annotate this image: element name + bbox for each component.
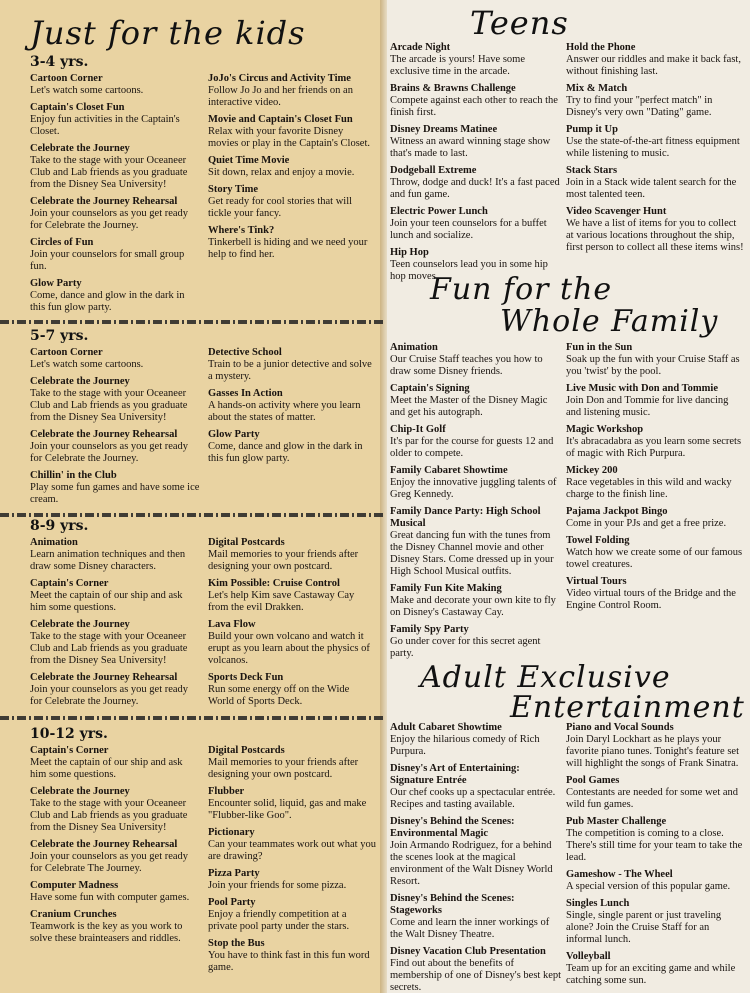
activity-title: Family Spy Party bbox=[390, 624, 469, 635]
activity-description: Run some energy off on the Wide World of Sports Deck. bbox=[208, 684, 350, 707]
activity-title: Mix & Match bbox=[566, 83, 628, 94]
activity-title: Quiet Time Movie bbox=[208, 155, 290, 166]
activity-description: Learn animation techniques and then draw some Disney characters. bbox=[30, 549, 186, 572]
family-col2 bbox=[566, 342, 744, 617]
activity-description: Let's help Kim save Castaway Cay from the evil Drakken. bbox=[208, 590, 355, 613]
activity-description: It's abracadabra as you learn some secrets of magic with Rich Purpura. bbox=[566, 436, 742, 459]
activity-title: Family Fun Kite Making bbox=[390, 583, 502, 594]
activity-title: Disney's Art of Entertaining: Signature Entrée bbox=[390, 763, 520, 786]
list-item bbox=[390, 946, 562, 994]
activity-description: Follow Jo Jo and her friends on an interactive video. bbox=[208, 85, 353, 108]
activity-title: Dodgeball Extreme bbox=[390, 165, 477, 176]
list-item bbox=[208, 578, 376, 614]
activity-title: Detective School bbox=[208, 347, 282, 358]
activity-title: Stop the Bus bbox=[208, 938, 265, 949]
activity-description: Our Cruise Staff teaches you how to draw some Disney friends. bbox=[390, 354, 543, 377]
list-item bbox=[208, 897, 376, 933]
activity-description: Let's watch some cartoons. bbox=[30, 359, 144, 370]
list-item bbox=[390, 506, 562, 578]
family-title-line1: Fun for the bbox=[430, 272, 613, 307]
list-item bbox=[30, 786, 200, 834]
list-item bbox=[566, 506, 744, 530]
list-item bbox=[208, 73, 376, 109]
activity-description: Have some fun with computer games. bbox=[30, 892, 190, 903]
activity-description: Tinkerbell is hiding and we need your help to find her. bbox=[208, 237, 368, 260]
kids-title: Just for the kids bbox=[30, 14, 306, 52]
activity-description: Join your counselors as you get ready for Celebrate the Journey. bbox=[30, 208, 189, 231]
adult-title-line2: Entertainment bbox=[510, 690, 745, 725]
activity-description: Go under cover for this secret agent party. bbox=[390, 636, 541, 659]
list-item bbox=[566, 465, 744, 501]
activity-title: Virtual Tours bbox=[566, 576, 627, 587]
activity-title: Digital Postcards bbox=[208, 537, 285, 548]
activity-description: Use the state-of-the-art fitness equipment while listening to music. bbox=[566, 136, 740, 159]
activity-title: Pool Games bbox=[566, 775, 620, 786]
activity-title: Brains & Brawns Challenge bbox=[390, 83, 516, 94]
activity-description: Teamwork is the key as you work to solve these brainteasers and riddles. bbox=[30, 921, 183, 944]
activity-title: Digital Postcards bbox=[208, 745, 285, 756]
activity-description: Join your counselors as you get ready for Celebrate the Journey. bbox=[30, 684, 189, 707]
list-item bbox=[566, 42, 744, 78]
list-item bbox=[208, 429, 376, 465]
activity-description: Join Armando Rodriguez, for a behind the scenes look at the magical environment of the Walt Disney World Resort. bbox=[390, 840, 553, 887]
activity-description: Compete against each other to reach the finish first. bbox=[390, 95, 558, 118]
activity-title: Where's Tink? bbox=[208, 225, 275, 236]
activity-description: Relax with your favorite Disney movies or play in the Captain's Closet. bbox=[208, 126, 370, 149]
list-item bbox=[390, 424, 562, 460]
family-col1 bbox=[390, 342, 562, 665]
list-item bbox=[30, 347, 200, 371]
list-item bbox=[30, 73, 200, 97]
activity-description: Meet the captain of our ship and ask him some questions. bbox=[30, 590, 183, 613]
list-item bbox=[390, 83, 562, 119]
activity-title: Towel Folding bbox=[566, 535, 630, 546]
list-item bbox=[208, 225, 376, 261]
activity-title: Adult Cabaret Showtime bbox=[390, 722, 502, 733]
activity-description: Play some fun games and have some ice cream. bbox=[30, 482, 200, 505]
activity-description: Train to be a junior detective and solve a mystery. bbox=[208, 359, 372, 382]
activity-title: Glow Party bbox=[30, 278, 82, 289]
activity-title: Sports Deck Fun bbox=[208, 672, 284, 683]
activity-description: Join your friends for some pizza. bbox=[208, 880, 347, 891]
activity-title: Pictionary bbox=[208, 827, 255, 838]
activity-description: Try to find your "perfect match" in Disney's very own "Dating" game. bbox=[566, 95, 713, 118]
list-item bbox=[390, 816, 562, 888]
activity-description: Mail memories to your friends after designing your own postcard. bbox=[208, 757, 359, 780]
activity-description: You have to think fast in this fun word game. bbox=[208, 950, 370, 973]
activity-description: Join Don and Tommie for live dancing and listening music. bbox=[566, 395, 729, 418]
activity-description: Answer our riddles and make it back fast, without finishing last. bbox=[566, 54, 741, 77]
activity-description: Team up for an exciting game and while catching some sun. bbox=[566, 963, 736, 986]
teens-title: Teens bbox=[470, 4, 569, 42]
activity-description: Can your teammates work out what you are drawing? bbox=[208, 839, 376, 862]
age-heading-8-9: 8-9 yrs. bbox=[30, 518, 89, 534]
list-item bbox=[30, 578, 200, 614]
page-fold bbox=[380, 0, 387, 993]
activity-description: Take to the stage with your Oceaneer Club and Lab friends as you graduate from the Disney Sea University! bbox=[30, 155, 188, 190]
list-item bbox=[30, 237, 200, 273]
activity-title: Kim Possible: Cruise Control bbox=[208, 578, 340, 589]
activity-title: Movie and Captain's Closet Fun bbox=[208, 114, 353, 125]
list-item bbox=[30, 470, 200, 506]
list-item bbox=[566, 424, 744, 460]
list-item bbox=[390, 763, 562, 811]
list-item bbox=[208, 786, 376, 822]
kids-3-4-col2 bbox=[208, 73, 376, 266]
list-item bbox=[566, 576, 744, 612]
activity-title: Celebrate the Journey Rehearsal bbox=[30, 429, 178, 440]
list-item bbox=[30, 429, 200, 465]
activity-description: Meet the captain of our ship and ask him some questions. bbox=[30, 757, 183, 780]
activity-title: Captain's Corner bbox=[30, 745, 109, 756]
activity-description: Contestants are needed for some wet and wild fun games. bbox=[566, 787, 739, 810]
list-item bbox=[390, 165, 562, 201]
list-item bbox=[390, 342, 562, 378]
activity-title: Lava Flow bbox=[208, 619, 256, 630]
activity-title: Live Music with Don and Tommie bbox=[566, 383, 718, 394]
list-item bbox=[566, 722, 744, 770]
activity-description: We have a list of items for you to collect at various locations throughout the ship, first person to collect all these items wins! bbox=[566, 218, 744, 253]
activity-description: Take to the stage with your Oceaneer Club and Lab friends as you graduate from the Disney Sea University! bbox=[30, 798, 188, 833]
activity-title: Animation bbox=[30, 537, 78, 548]
list-item bbox=[390, 465, 562, 501]
list-item bbox=[30, 196, 200, 232]
activity-title: Volleyball bbox=[566, 951, 611, 962]
list-item bbox=[566, 535, 744, 571]
activity-title: Celebrate the Journey bbox=[30, 786, 130, 797]
activity-description: Enjoy the hilarious comedy of Rich Purpura. bbox=[390, 734, 540, 757]
activity-title: Glow Party bbox=[208, 429, 260, 440]
kids-3-4-col1 bbox=[30, 73, 200, 319]
teens-col1 bbox=[390, 42, 562, 288]
activity-title: Family Dance Party: High School Musical bbox=[390, 506, 541, 529]
activity-description: Get ready for cool stories that will tickle your fancy. bbox=[208, 196, 353, 219]
list-item bbox=[30, 537, 200, 573]
activity-description: Teen counselors lead you in some hip hop moves. bbox=[390, 259, 548, 282]
activity-description: Join Daryl Lockhart as he plays your favorite piano tunes. Tonight's feature set will highlight the songs of Frank Sinatra. bbox=[566, 734, 739, 769]
activity-description: Single, single parent or just traveling alone? Join the Cruise Staff for an informal lunch. bbox=[566, 910, 722, 945]
activity-description: Mail memories to your friends after designing your own postcard. bbox=[208, 549, 359, 572]
activity-description: Sit down, relax and enjoy a movie. bbox=[208, 167, 355, 178]
list-item bbox=[30, 278, 200, 314]
activity-description: Enjoy the innovative juggling talents of Greg Kennedy. bbox=[390, 477, 557, 500]
activity-description: Enjoy fun activities in the Captain's Closet. bbox=[30, 114, 180, 137]
activity-description: A special version of this popular game. bbox=[566, 881, 731, 892]
activity-title: Pub Master Challenge bbox=[566, 816, 667, 827]
activity-title: Disney Dreams Matinee bbox=[390, 124, 498, 135]
activity-description: Enjoy a friendly competition at a private pool party under the stars. bbox=[208, 909, 350, 932]
activity-title: Hold the Phone bbox=[566, 42, 636, 53]
activity-description: Soak up the fun with your Cruise Staff as you 'twist' by the pool. bbox=[566, 354, 740, 377]
activity-title: Disney Vacation Club Presentation bbox=[390, 946, 546, 957]
activity-title: Captain's Corner bbox=[30, 578, 109, 589]
activity-title: Electric Power Lunch bbox=[390, 206, 488, 217]
list-item bbox=[208, 114, 376, 150]
activity-title: Gameshow - The Wheel bbox=[566, 869, 673, 880]
activity-title: Fun in the Sun bbox=[566, 342, 633, 353]
list-item bbox=[208, 155, 376, 179]
activity-description: Join your counselors as you get ready for Celebrate the Journey. bbox=[30, 441, 189, 464]
activity-description: Find out about the benefits of membership of one of Disney's best kept secrets. bbox=[390, 958, 562, 993]
activity-title: JoJo's Circus and Activity Time bbox=[208, 73, 351, 84]
activity-title: Pump it Up bbox=[566, 124, 618, 135]
list-item bbox=[208, 827, 376, 863]
list-item bbox=[566, 383, 744, 419]
activity-title: Chillin' in the Club bbox=[30, 470, 117, 481]
activity-description: The arcade is yours! Have some exclusive time in the arcade. bbox=[390, 54, 525, 77]
list-item bbox=[208, 938, 376, 974]
activity-title: Celebrate the Journey bbox=[30, 619, 130, 630]
adult-title-line1: Adult Exclusive bbox=[420, 660, 671, 695]
activity-title: Captain's Closet Fun bbox=[30, 102, 125, 113]
list-item bbox=[208, 619, 376, 667]
activity-title: Pajama Jackpot Bingo bbox=[566, 506, 668, 517]
activity-description: Join your teen counselors for a buffet lunch and socialize. bbox=[390, 218, 547, 241]
list-item bbox=[208, 745, 376, 781]
list-item bbox=[566, 869, 744, 893]
list-item bbox=[30, 376, 200, 424]
activity-title: Celebrate the Journey Rehearsal bbox=[30, 196, 178, 207]
activity-title: Celebrate the Journey bbox=[30, 376, 130, 387]
list-item bbox=[566, 342, 744, 378]
activity-title: Piano and Vocal Sounds bbox=[566, 722, 674, 733]
activity-description: It's par for the course for guests 12 and older to compete. bbox=[390, 436, 554, 459]
list-item bbox=[208, 347, 376, 383]
list-item bbox=[208, 537, 376, 573]
teens-col2 bbox=[566, 42, 744, 259]
activity-description: Come, dance and glow in the dark in this fun glow party. bbox=[208, 441, 363, 464]
activity-title: Pool Party bbox=[208, 897, 256, 908]
activity-title: Chip-It Golf bbox=[390, 424, 446, 435]
activity-description: Come, dance and glow in the dark in this fun glow party. bbox=[30, 290, 185, 313]
kids-5-7-col1 bbox=[30, 347, 200, 511]
activity-title: Celebrate the Journey bbox=[30, 143, 130, 154]
list-item bbox=[30, 909, 200, 945]
activity-description: Our chef cooks up a spectacular entrée. Recipes and tasting available. bbox=[390, 787, 556, 810]
list-item bbox=[30, 102, 200, 138]
activity-title: Stack Stars bbox=[566, 165, 618, 176]
list-item bbox=[30, 880, 200, 904]
activity-title: Mickey 200 bbox=[566, 465, 618, 476]
list-item bbox=[566, 951, 744, 987]
activity-description: Race vegetables in this wild and wacky charge to the finish line. bbox=[566, 477, 732, 500]
list-item bbox=[566, 775, 744, 811]
list-item bbox=[390, 206, 562, 242]
activity-description: Come and learn the inner workings of the Walt Disney Theatre. bbox=[390, 917, 550, 940]
activity-title: Circles of Fun bbox=[30, 237, 94, 248]
list-item bbox=[390, 383, 562, 419]
section-divider bbox=[0, 513, 383, 517]
activity-title: Arcade Night bbox=[390, 42, 451, 53]
activity-title: Animation bbox=[390, 342, 438, 353]
section-divider bbox=[0, 320, 383, 324]
activity-title: Celebrate the Journey Rehearsal bbox=[30, 839, 178, 850]
age-heading-3-4: 3-4 yrs. bbox=[30, 54, 89, 70]
list-item bbox=[390, 893, 562, 941]
kids-8-9-col2 bbox=[208, 537, 376, 713]
list-item bbox=[566, 165, 744, 201]
list-item bbox=[30, 143, 200, 191]
activity-title: Story Time bbox=[208, 184, 259, 195]
activity-description: Video virtual tours of the Bridge and the Engine Control Room. bbox=[566, 588, 736, 611]
activity-title: Disney's Behind the Scenes: Stageworks bbox=[390, 893, 515, 916]
list-item bbox=[30, 672, 200, 708]
activity-title: Family Cabaret Showtime bbox=[390, 465, 508, 476]
activity-description: Take to the stage with your Oceaneer Club and Lab friends as you graduate from the Disney Sea University! bbox=[30, 388, 188, 423]
adult-col2 bbox=[566, 722, 744, 992]
activity-title: Magic Workshop bbox=[566, 424, 644, 435]
activity-title: Captain's Signing bbox=[390, 383, 470, 394]
age-heading-10-12: 10-12 yrs. bbox=[30, 726, 108, 742]
activity-description: The competition is coming to a close. There's still time for your team to take the lead. bbox=[566, 828, 743, 863]
list-item bbox=[208, 868, 376, 892]
activity-title: Pizza Party bbox=[208, 868, 260, 879]
activity-description: A hands-on activity where you learn about the states of matter. bbox=[208, 400, 361, 423]
section-divider bbox=[0, 716, 383, 720]
activity-description: Meet the Master of the Disney Magic and get his autograph. bbox=[390, 395, 548, 418]
family-title-line2: Whole Family bbox=[500, 304, 719, 339]
activity-title: Gasses In Action bbox=[208, 388, 283, 399]
activity-title: Cranium Crunches bbox=[30, 909, 117, 920]
activity-description: Throw, dodge and duck! It's a fast paced and fun game. bbox=[390, 177, 560, 200]
activity-title: Cartoon Corner bbox=[30, 347, 103, 358]
list-item bbox=[30, 839, 200, 875]
list-item bbox=[566, 898, 744, 946]
age-heading-5-7: 5-7 yrs. bbox=[30, 328, 89, 344]
list-item bbox=[390, 722, 562, 758]
list-item bbox=[566, 816, 744, 864]
kids-8-9-col1 bbox=[30, 537, 200, 713]
activity-description: Take to the stage with your Oceaneer Club and Lab friends as you graduate from the Disney Sea University! bbox=[30, 631, 188, 666]
activity-title: Singles Lunch bbox=[566, 898, 630, 909]
activity-title: Celebrate the Journey Rehearsal bbox=[30, 672, 178, 683]
kids-10-12-col2 bbox=[208, 745, 376, 979]
activity-title: Computer Madness bbox=[30, 880, 119, 891]
activity-description: Watch how we create some of our famous towel creatures. bbox=[566, 547, 743, 570]
activity-title: Hip Hop bbox=[390, 247, 429, 258]
activity-title: Video Scavenger Hunt bbox=[566, 206, 667, 217]
list-item bbox=[390, 624, 562, 660]
adult-col1 bbox=[390, 722, 562, 999]
activity-description: Join your counselors for small group fun. bbox=[30, 249, 185, 272]
activity-title: Flubber bbox=[208, 786, 245, 797]
list-item bbox=[390, 583, 562, 619]
list-item bbox=[208, 388, 376, 424]
list-item bbox=[390, 42, 562, 78]
list-item bbox=[566, 124, 744, 160]
activity-title: Cartoon Corner bbox=[30, 73, 103, 84]
activity-description: Witness an award winning stage show that's made to last. bbox=[390, 136, 551, 159]
list-item bbox=[208, 672, 376, 708]
activity-description: Make and decorate your own kite to fly on Disney's Castaway Cay. bbox=[390, 595, 556, 618]
kids-5-7-col2 bbox=[208, 347, 376, 470]
list-item bbox=[30, 619, 200, 667]
activity-description: Join your counselors as you get ready for Celebrate The Journey. bbox=[30, 851, 189, 874]
list-item bbox=[566, 206, 744, 254]
activity-title: Disney's Behind the Scenes: Environmental Magic bbox=[390, 816, 515, 839]
list-item bbox=[30, 745, 200, 781]
activity-description: Build your own volcano and watch it erupt as you learn about the physics of volcanos. bbox=[208, 631, 370, 666]
activity-description: Let's watch some cartoons. bbox=[30, 85, 144, 96]
activity-description: Encounter solid, liquid, gas and make "Flubber-like Goo". bbox=[208, 798, 367, 821]
activity-description: Join in a Stack wide talent search for the most talented teen. bbox=[566, 177, 737, 200]
list-item bbox=[390, 124, 562, 160]
list-item bbox=[208, 184, 376, 220]
kids-10-12-col1 bbox=[30, 745, 200, 950]
activity-description: Great dancing fun with the tunes from the Disney Channel movie and other Disney Stars. Come dressed up in your High School Musical outfits. bbox=[390, 530, 554, 577]
activity-description: Come in your PJs and get a free prize. bbox=[566, 518, 727, 529]
list-item bbox=[566, 83, 744, 119]
